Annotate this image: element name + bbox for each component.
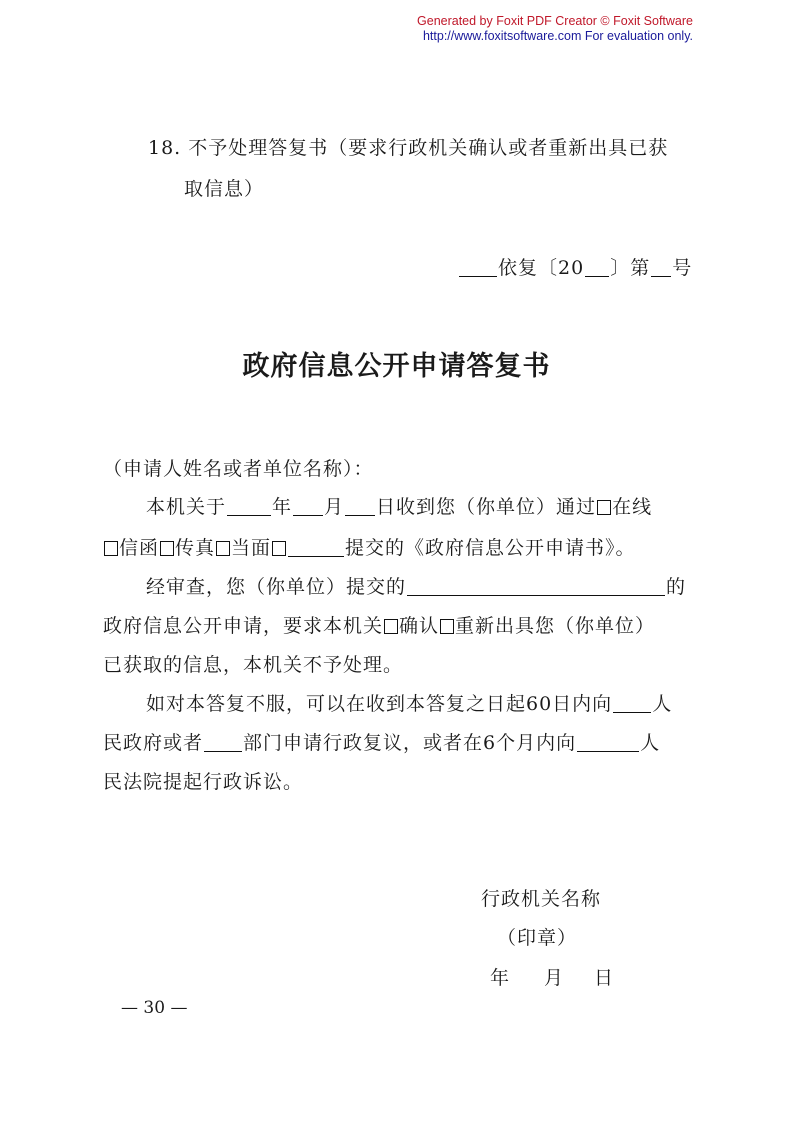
paragraph-1-line-1: 本机关于 年 月 日收到您（你单位）通过 在线 [146, 496, 653, 518]
blank-day [345, 498, 375, 516]
checkbox-confirm [384, 619, 398, 634]
blank-request-content [407, 578, 665, 596]
blank-month [293, 498, 323, 516]
paragraph-1-line-2: 信函 传真 当面 提交的《政府信息公开申请书》。 [103, 533, 636, 560]
blank-agency-abbr [459, 259, 497, 277]
document-number: 依复〔20 〕第 号 [458, 253, 692, 280]
paragraph-2-line-3: 已获取的信息，本机关不予处理。 [103, 654, 404, 676]
watermark-line-1: Generated by Foxit PDF Creator © Foxit Software [417, 14, 693, 28]
section-heading-line-2: 取信息） [184, 178, 265, 200]
addressee: （申请人姓名或者单位名称）： [103, 458, 374, 480]
paragraph-2-line-1: 经审查，您（你单位）提交的 的 [146, 576, 687, 598]
blank-department [204, 734, 242, 752]
checkbox-in-person [216, 541, 230, 556]
checkbox-fax [160, 541, 174, 556]
page-title: 政府信息公开申请答复书 [242, 351, 551, 382]
blank-year [227, 498, 271, 516]
watermark-line-2: http://www.foxitsoftware.com For evaluation only. [422, 29, 693, 43]
blank-year [585, 259, 609, 277]
signature-agency-name: 行政机关名称 [481, 888, 602, 910]
checkbox-letter [104, 541, 118, 556]
signature-seal: （印章） [497, 927, 578, 949]
paragraph-3-line-1: 如对本答复不服，可以在收到本答复之日起60日内向 人 [146, 693, 673, 715]
paragraph-3-line-3: 民法院提起行政诉讼。 [103, 771, 304, 793]
paragraph-2-line-2: 政府信息公开申请，要求本机关 确认 重新出具您（你单位） [103, 615, 656, 637]
section-heading-line-1: 18. 不予处理答复书（要求行政机关确认或者重新出具已获 [148, 137, 669, 159]
page-number: — 30 — [121, 998, 188, 1018]
checkbox-online [597, 500, 611, 515]
signature-date: 年 月 日 [490, 967, 615, 989]
blank-government [613, 695, 651, 713]
blank-court [577, 734, 639, 752]
paragraph-3-line-2: 民政府或者 部门申请行政复议，或者在6个月内向 人 [103, 732, 661, 754]
checkbox-other [272, 541, 286, 556]
blank-serial [651, 259, 671, 277]
checkbox-reissue [440, 619, 454, 634]
blank-other-method [288, 539, 344, 557]
